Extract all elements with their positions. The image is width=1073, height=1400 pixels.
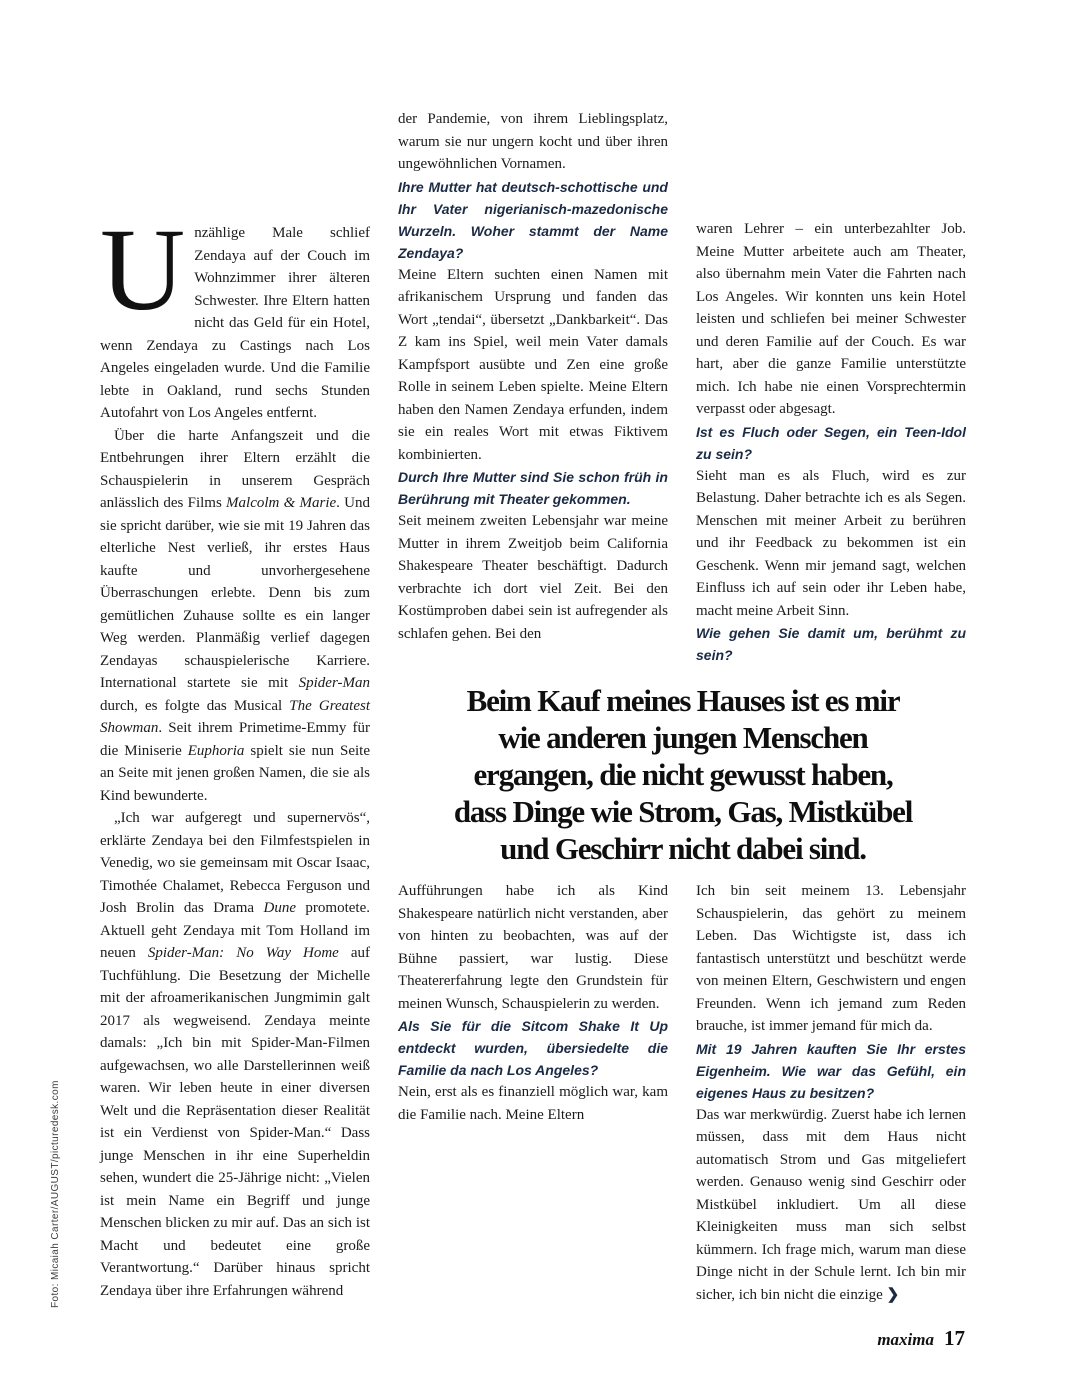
pull-quote-line: dass Dinge wie Strom, Gas, Mistkübel [453, 794, 913, 829]
interview-question: Als Sie für die Sitcom Shake It Up entdeckt wurden, übersiedelte die Familie da nach Los Angeles? [398, 1018, 668, 1078]
interview-answer: Seit meinem zweiten Lebensjahr war meine Mutter in ihrem Zweitjob beim California Shakespeare Theater beschäftigt. Dadurch verbrachte ich dort viel Zeit. Bei den Kostümproben dabei sein ist aufregender als schlafen gehen. Bei den [398, 513, 668, 642]
pull-quote-line: Beim Kauf meines Hauses ist es mir [466, 683, 900, 718]
column-right-bottom [696, 880, 966, 1306]
paragraph-text: nzählige Male schlief Zendaya auf der Couch im Wohnzimmer ihrer älteren Schwester. Ihre Eltern hatten nicht das Geld für ein Hotel, wenn Zendaya zu Castings nach Los Angeles eingeladen wurde. Und die Familie lebte in Oakland, rund sechs Stunden Autofahrt von Los Angeles entfernt. [100, 225, 370, 421]
interview-answer: Meine Eltern suchten einen Namen mit afrikanischem Ursprung und fanden das Wort „tendai“, übersetzt „Dankbarkeit“. Das Z kam ins Spiel, weil mein Vater damals Kampfsport ausübte und Zen eine große Rolle in seinem Leben spielte. Meine Eltern haben den Namen Zendaya erfunden, indem sie ein reales Wort mit etwas Fiktivem kombinierten. [398, 266, 668, 463]
pull-quote [400, 682, 966, 867]
interview-answer: waren Lehrer – ein unterbezahlter Job. Meine Mutter arbeitete auch am Theater, also übernahm mein Vater die Fahrten nach Los Angeles. Wir konnten uns kein Hotel leisten und schliefen bei meiner Schwester und deren Familie auf der Couch. Es war hart, aber die ganze Familie unterstützte mich. Ich habe nie einen Vorsprechtermin verpasst oder abgesagt. [696, 221, 966, 417]
pull-quote-line: und Geschirr nicht dabei sind. [500, 831, 866, 866]
interview-question: Ihre Mutter hat deutsch-schottische und Ihr Vater nigerianisch-mazedonische Wurzeln. Woher stammt der Name Zendaya? [398, 178, 668, 261]
page-number: 17 [944, 1326, 965, 1350]
interview-question: Mit 19 Jahren kauften Sie Ihr erstes Eigenheim. Wie war das Gefühl, ein eigenes Haus zu besitzen? [696, 1040, 966, 1101]
interview-answer: Sieht man es als Fluch, wird es zur Belastung. Daher betrachte ich es als Segen. Menschen mit meiner Arbeit zu berühren und ihr Feedback zu bekommen ist ein Geschenk. Wenn mir jemand sagt, welchen Einfluss ich auf sein oder ihr Leben habe, macht meine Arbeit Sinn. [696, 467, 966, 619]
interview-answer: Aufführungen habe ich als Kind Shakespeare natürlich nicht verstanden, aber von hinten zu beobachten, was auf der Bühne passiert, war lustig. Diese Theatererfahrung legte den Grundstein für meinen Wunsch, Schauspielerin zu werden. [398, 883, 668, 1012]
body-paragraph [100, 204, 370, 425]
interview-question: Ist es Fluch oder Segen, ein Teen-Idol zu sein? [696, 423, 966, 462]
continue-arrow-icon: ❯ [886, 1286, 900, 1303]
page-footer [877, 1326, 965, 1351]
body-paragraph: „Ich war aufgeregt und supernervös“, erklärte Zendaya bei den Filmfestspielen in Venedig, wo sie gemeinsam mit Oscar Isaac, Timothée Chalamet, Rebecca Ferguson und Josh Brolin das Drama Dune promotete. Aktuell geht Zendaya mit Tom Holland im neuen Spider-Man: No Way Home auf Tuchfühlung. Die Besetzung der Michelle mit der afroamerikanischen Jungmimin galt 2017 als wegweisend. Zendaya meinte damals: „Ich bin mit Spider-Man-Filmen aufgewachsen, wo alle Darstellerinnen weiß waren. Wir leben heute in einer diversen Welt und die Repräsentation dieser Realität ist ein Verdienst von Spider-Man.“ Dass junge Menschen in ihr eine Superheldin sehen, wundert die 25-Jährige nicht: „Vielen ist mein Name ein Begriff und junge Menschen blicken zu mir auf. Das an sich ist Macht und bedeutet eine große Verantwortung.“ Darüber hinaus spricht Zendaya über ihre Erfahrungen während [100, 810, 370, 1299]
pull-quote-line: ergangen, die nicht gewusst haben, [473, 757, 893, 792]
interview-question: Wie gehen Sie damit um, berühmt zu sein? [696, 625, 966, 663]
interview-answer [696, 1104, 966, 1307]
body-paragraph: der Pandemie, von ihrem Lieblingsplatz, warum sie nur ungern kocht und über ihren ungewöhnlichen Vornamen. [398, 111, 668, 172]
column-left [100, 204, 370, 1302]
answer-text: Das war merkwürdig. Zuerst habe ich lernen müssen, dass mit dem Haus nicht automatisch Strom und Gas mitgeliefert werden. Genauso wenig sind Geschirr oder Mistkübel inkludiert. Um all diese Kleinigkeiten muss man sich selbst kümmern. Ich frage mich, warum man diese Dinge nicht in der Schule lernt. Ich bin mir sicher, ich bin nicht die einzige [696, 1106, 966, 1303]
photo-credit: Foto: Micaiah Carter/AUGUST/picturedesk.com [50, 1080, 61, 1308]
magazine-name: maxima [877, 1330, 934, 1349]
interview-answer: Ich bin seit meinem 13. Lebensjahr Schauspielerin, das gehört zu meinem Leben. Das Wichtigste ist, dass ich fantastisch unterstützt und beschützt werde von meinen Eltern, Geschwistern und engen Freunden. Wenn ich jemand zum Reden brauche, ist immer jemand für mich da. [696, 883, 966, 1034]
interview-question: Durch Ihre Mutter sind Sie schon früh in Berührung mit Theater gekommen. [398, 469, 668, 507]
column-middle-top [398, 108, 668, 676]
pull-quote-line: wie anderen jungen Menschen [498, 720, 868, 755]
interview-answer: Nein, erst als es finanziell möglich war, kam die Familie nach. Meine Eltern [398, 1084, 668, 1123]
drop-cap: U [100, 204, 186, 335]
column-middle-bottom [398, 880, 668, 1126]
body-paragraph: Über die harte Anfangszeit und die Entbehrungen ihrer Eltern erzählt die Schauspielerin in unserem Gespräch anlässlich des Films Malcolm & Marie. Und sie spricht darüber, wie sie mit 19 Jahren das elterliche Nest verließ, ihr erstes Haus kaufte und unvorhergesehene Überraschungen erlebte. Denn bis zum gemütlichen Zuhause sollte es ein langer Weg werden. Planmäßig verlief dagegen Zendayas schauspielerische Karriere. International startete sie mit Spider-Man durch, es folgte das Musical The Greatest Showman. Seit ihrem Primetime-Emmy für die Miniserie Euphoria spielt sie nun Seite an Seite mit jenen großen Namen, die sie als Kind bewunderte. [100, 427, 370, 804]
column-right-top [696, 218, 966, 676]
